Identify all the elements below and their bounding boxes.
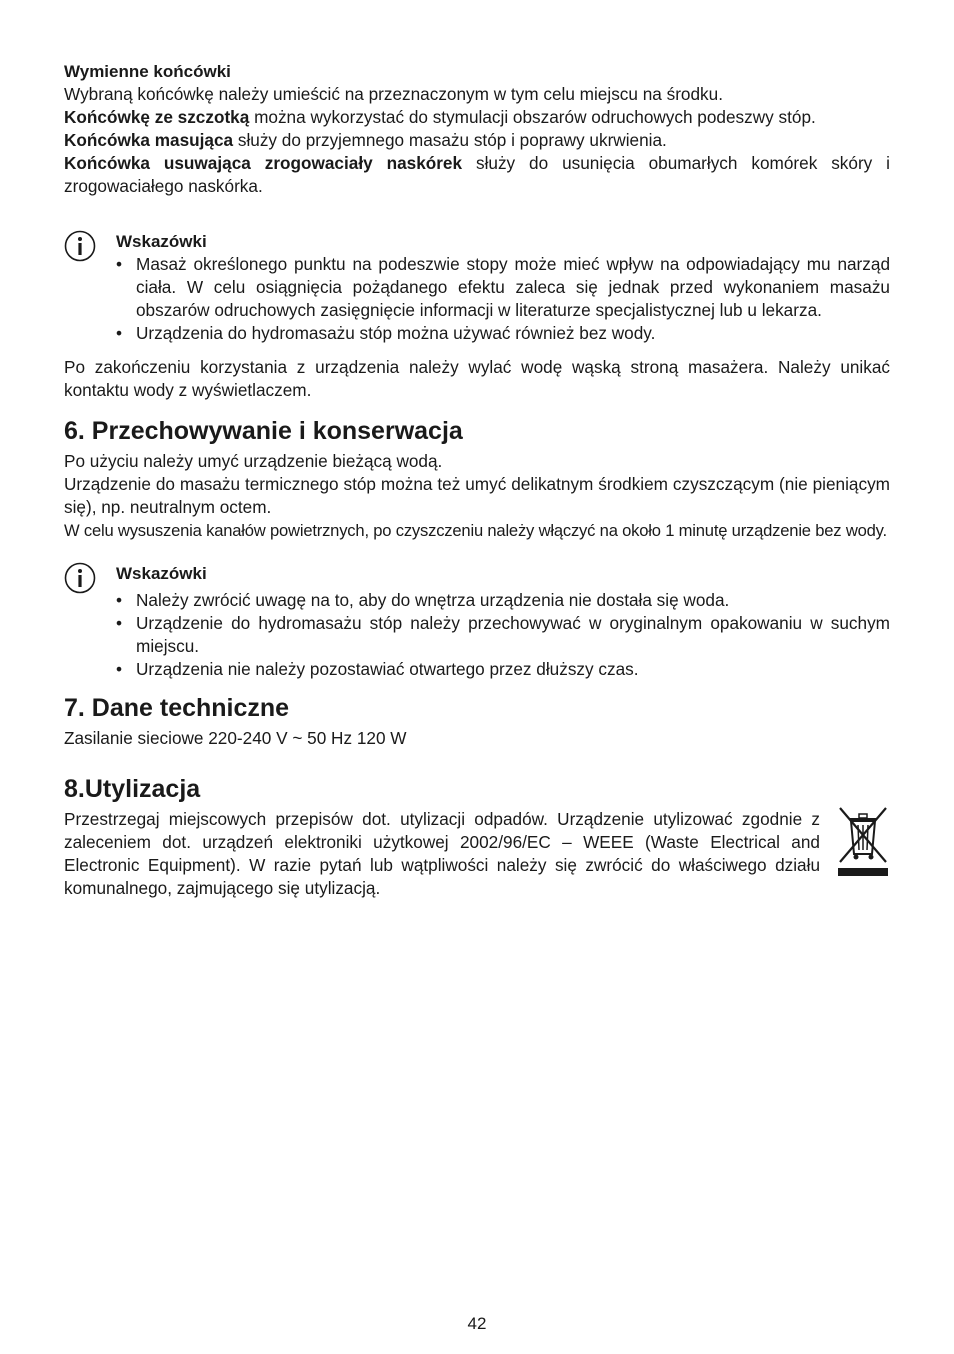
massage-attachment-desc: służy do przyjemnego masażu stóp i poprawy ukrwienia. — [233, 130, 667, 150]
section-6-p3: W celu wysuszenia kanałów powietrznych, po czyszczeniu należy włączyć na około 1 minutę urządzenie bez wody. — [64, 521, 887, 540]
list-item: • Należy zwrócić uwagę na to, aby do wnętrza urządzenia nie dostała się woda. — [116, 590, 730, 610]
note-list — [116, 589, 890, 681]
callus-attachment-label: Końcówka usuwająca zrogowaciały naskórek — [64, 153, 463, 173]
list-item: • Urządzenia nie należy pozostawiać otwartego przez dłuższy czas. — [116, 659, 639, 679]
massage-attachment-text — [64, 129, 890, 152]
page-number: 42 — [467, 1314, 487, 1333]
disposal-row — [64, 808, 890, 900]
weee-crossed-bin-icon — [836, 804, 890, 878]
callus-attachment-text — [64, 152, 890, 198]
section-7-title: 7. Dane techniczne — [64, 694, 290, 722]
section-6-p1: Po użyciu należy umyć urządzenie bieżącą wodą. — [64, 451, 443, 471]
list-item: • Urządzenia do hydromasażu stóp można używać również bez wody. — [116, 323, 656, 343]
attachments-heading: Wymienne końcówki — [64, 62, 231, 81]
note-title: Wskazówki — [116, 564, 207, 583]
manual-page — [64, 60, 890, 900]
info-icon — [64, 230, 96, 262]
attachments-section — [64, 60, 890, 198]
note-box-2 — [64, 562, 890, 681]
list-item: • Masaż określonego punktu na podeszwie stopy może mieć wpływ na odpowiadający mu narząd ciała. W celu osiągnięcia pożądanego efektu zaleca się jednak przed wykonaniem masażu obszarów odruchowych zasięgnięcie informacji w literaturze specjalistycznej lub u lekarza. — [116, 254, 890, 320]
section-6-title: 6. Przechowywanie i konserwacja — [64, 417, 463, 445]
note-box-1 — [64, 230, 890, 345]
callus-attachment-desc: służy do usunięcia obumarłych komórek skóry i zrogowaciałego naskórka. — [64, 153, 890, 196]
attachments-intro: Wybraną końcówkę należy umieścić na przeznaczonym w tym celu miejscu na środku. — [64, 84, 723, 104]
section-7-p1: Zasilanie sieciowe 220-240 V ~ 50 Hz 120 W — [64, 728, 407, 748]
list-item: • Urządzenie do hydromasażu stóp należy przechowywać w oryginalnym opakowaniu w suchym miejscu. — [116, 613, 890, 656]
note-list — [116, 253, 890, 345]
note-title: Wskazówki — [116, 232, 207, 251]
brush-attachment-label: Końcówkę ze szczotką — [64, 107, 250, 127]
brush-attachment-desc: można wykorzystać do stymulacji obszarów odruchowych podeszwy stóp. — [249, 107, 816, 127]
section-8-p1: Przestrzegaj miejscowych przepisów dot. utylizacji odpadów. Urządzenie utylizować zgodnie z zaleceniem dot. urządzeń elektroniki użytkowej 2002/96/EC – WEEE (Waste Electrical and Electronic Equipment). W razie pytań lub wątpliwości należy się zwrócić do właściwego działu komunalnego, zajmującego się utylizacją. — [64, 809, 820, 898]
brush-attachment-text — [64, 106, 890, 129]
section-8-title: 8.Utylizacja — [64, 775, 201, 803]
section-6-p2: Urządzenie do masażu termicznego stóp można też umyć delikatnym środkiem czyszczącym (nie pieniącym się), np. neutralnym octem. — [64, 474, 890, 517]
info-icon — [64, 562, 96, 594]
massage-attachment-label: Końcówka masująca — [64, 130, 234, 150]
after-use-paragraph: Po zakończeniu korzystania z urządzenia należy wylać wodę wąską stroną masażera. Należy unikać kontaktu wody z wyświetlaczem. — [64, 357, 890, 400]
